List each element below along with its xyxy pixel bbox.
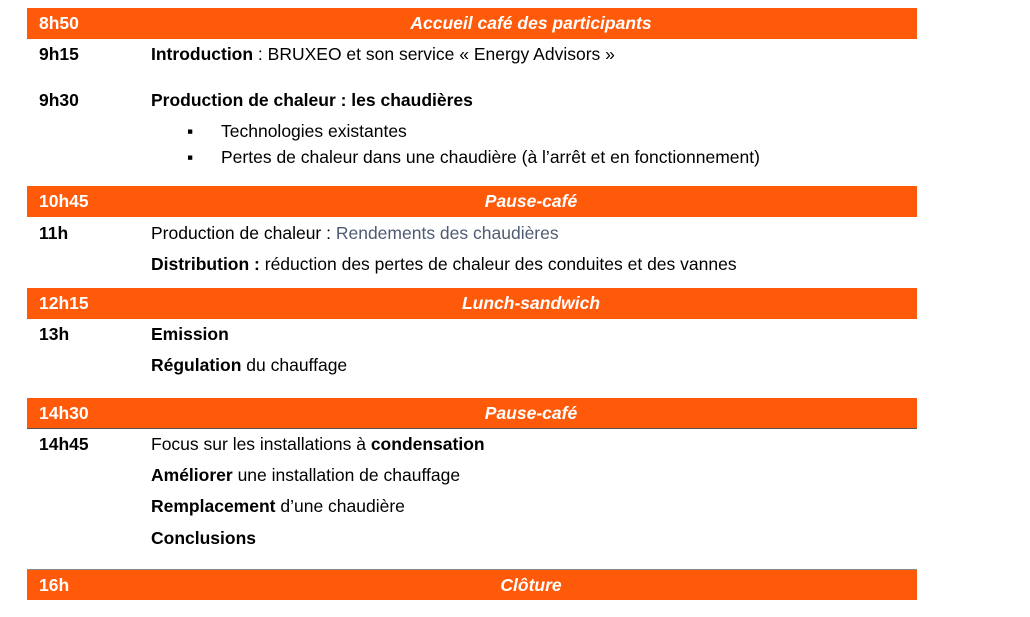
row-time: 11h xyxy=(39,223,69,243)
row-text-bold: Introduction xyxy=(151,44,254,64)
row-title: Clôture xyxy=(500,575,562,595)
row-heading: Emission xyxy=(151,324,229,344)
row-text-rest: d’une chaudière xyxy=(275,496,405,516)
row-text-bold: condensation xyxy=(370,434,485,454)
row-text-bold: Régulation xyxy=(151,355,242,375)
agenda-row-emission xyxy=(27,319,917,398)
agenda-row-production xyxy=(27,73,917,186)
agenda-row-efficiency xyxy=(27,217,917,288)
agenda-row-welcome xyxy=(27,8,917,39)
row-text-rest: du chauffage xyxy=(241,355,348,375)
row-text-muted: Rendements des chaudières xyxy=(335,223,559,243)
row-text xyxy=(151,254,737,275)
agenda-row-break-1 xyxy=(27,186,917,217)
row-time: 9h30 xyxy=(39,90,79,110)
agenda-row-introduction xyxy=(27,39,917,73)
row-text-bold: Améliorer xyxy=(151,465,233,485)
row-text xyxy=(151,465,460,486)
row-title: Pause-café xyxy=(484,403,578,423)
bullet-icon: ▪ xyxy=(187,147,194,167)
row-text-rest: réduction des pertes de chaleur des conduites et des vannes xyxy=(259,254,737,274)
row-text-rest: une installation de chauffage xyxy=(232,465,461,485)
row-text-rest: : BRUXEO et son service « Energy Advisors » xyxy=(253,44,615,64)
bullet-icon: ▪ xyxy=(187,121,194,141)
agenda-row-condensation xyxy=(27,429,917,569)
agenda-row-break-2 xyxy=(27,398,917,429)
row-heading: Conclusions xyxy=(151,528,257,548)
bullet-item: Technologies existantes xyxy=(221,121,407,141)
row-time: 9h15 xyxy=(39,44,79,64)
bullet-item: Pertes de chaleur dans une chaudière (à l’arrêt et en fonctionnement) xyxy=(221,147,760,167)
row-time: 8h50 xyxy=(39,13,79,33)
row-title: Pause-café xyxy=(484,191,578,211)
row-text xyxy=(151,223,559,244)
row-text xyxy=(151,496,405,517)
row-time: 14h45 xyxy=(39,434,89,454)
row-text-plain: Production de chaleur : xyxy=(151,223,336,243)
row-time: 16h xyxy=(39,575,70,595)
row-time: 14h30 xyxy=(39,403,89,423)
agenda-row-lunch xyxy=(27,288,917,319)
row-text xyxy=(151,355,347,376)
row-text xyxy=(151,434,485,455)
row-title: Lunch-sandwich xyxy=(461,293,601,313)
row-text xyxy=(151,44,615,65)
row-title: Accueil café des participants xyxy=(410,13,652,33)
row-text-plain: Focus sur les installations à xyxy=(151,434,371,454)
agenda-row-closing xyxy=(27,569,917,600)
row-heading: Production de chaleur : les chaudières xyxy=(151,90,473,110)
row-time: 10h45 xyxy=(39,191,89,211)
row-text-bold: Remplacement xyxy=(151,496,276,516)
row-time: 12h15 xyxy=(39,293,89,313)
row-text-bold: Distribution : xyxy=(151,254,260,274)
agenda-table xyxy=(27,8,917,600)
row-time: 13h xyxy=(39,324,70,344)
